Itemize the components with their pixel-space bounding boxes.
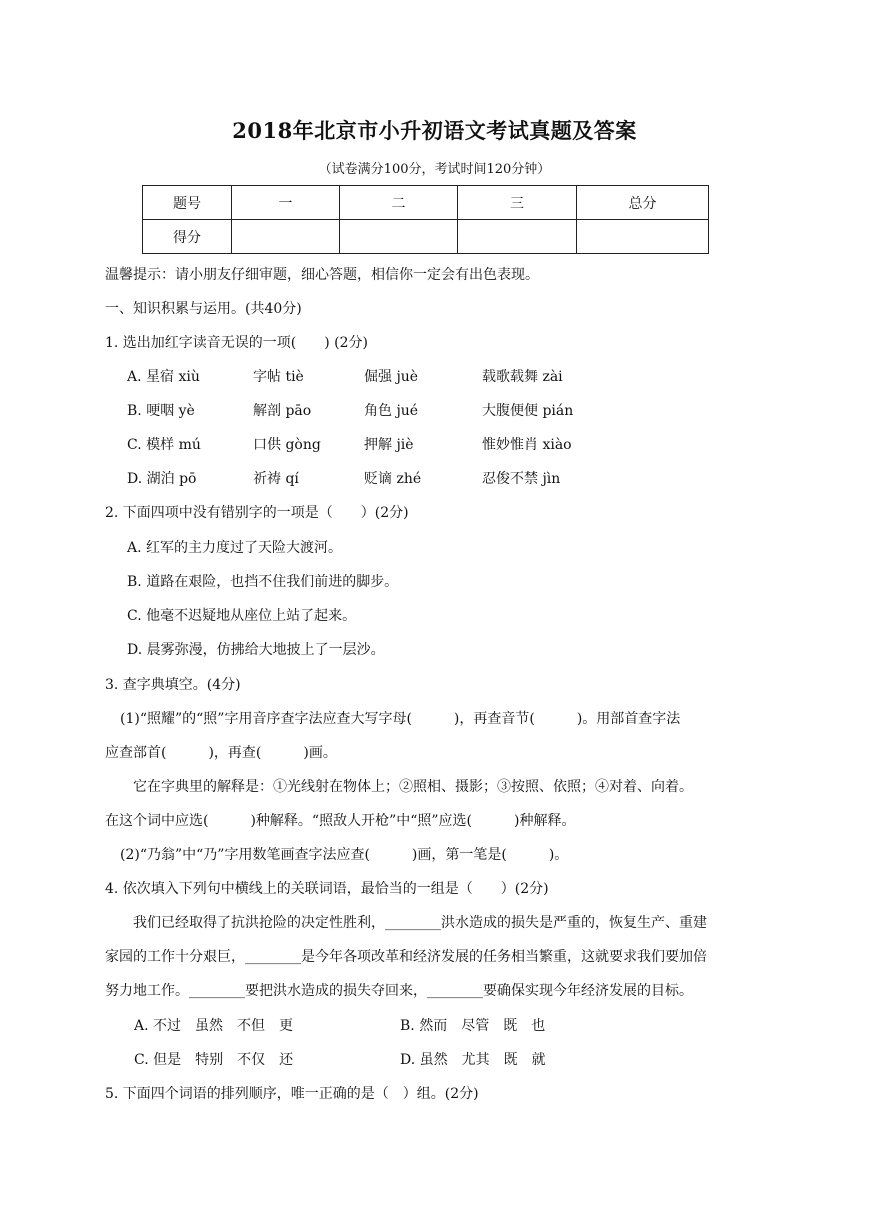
option-item: 祈祷 qí [253, 471, 299, 487]
option-item: 倔强 juè [364, 369, 419, 385]
score-table [142, 185, 709, 254]
tip-text: 温馨提示：请小朋友仔细审题，细心答题，相信你一定会有出色表现。 [105, 267, 539, 283]
score-table-cell: 得分 [143, 220, 232, 254]
question-3-stem: 3. 查字典填空。(4分) [105, 677, 241, 693]
question-2-stem: 2. 下面四项中没有错别字的一项是（ ）(2分) [105, 505, 409, 521]
option-item: 字帖 tiè [253, 369, 304, 385]
score-blank-cell[interactable] [232, 220, 340, 254]
question-3-text: 在这个词中应选( )种解释。“照敌人开枪”中“照”应选( )种解释。 [105, 813, 576, 829]
question-1-stem: 1. 选出加红字读音无误的一项( ) (2分) [105, 335, 369, 351]
score-table-cell: 一 [232, 186, 340, 220]
question-3-text: 应查部首( )，再查( )画。 [105, 745, 337, 761]
question-2-option: A. 红军的主力度过了天险大渡河。 [127, 540, 343, 556]
score-blank-cell[interactable] [577, 220, 709, 254]
option-item: 角色 jué [364, 403, 419, 419]
question-5-stem: 5. 下面四个词语的排列顺序，唯一正确的是（ ）组。(2分) [105, 1086, 479, 1102]
option-item: 口供 gòng [253, 437, 321, 453]
option-item: 载歌载舞 zài [482, 369, 563, 385]
page-subtitle: （试卷满分100分，考试时间120分钟） [318, 162, 551, 177]
question-4-option: C. 但是 特别 不仅 还 [134, 1052, 294, 1068]
question-4-passage: 家园的工作十分艰巨，________是今年各项改革和经济发展的任务相当繁重，这就要求我们要加倍 [105, 949, 707, 965]
score-table-cell: 二 [340, 186, 458, 220]
question-2-option: D. 晨雾弥漫，仿拂给大地披上了一层沙。 [127, 642, 385, 658]
score-table-cell: 三 [458, 186, 577, 220]
option-item: A. 星宿 xiù [127, 369, 200, 385]
question-3-text: 它在字典里的解释是：①光线射在物体上；②照相、摄影；③按照、依照；④对着、向着。 [133, 779, 693, 795]
option-item: 忍俊不禁 jìn [482, 471, 561, 487]
question-2-option: C. 他毫不迟疑地从座位上站了起来。 [127, 608, 357, 624]
question-4-stem: 4. 依次填入下列句中横线上的关联词语，最恰当的一组是（ ）(2分) [105, 881, 549, 897]
score-table-cell: 题号 [143, 186, 232, 220]
option-item: 惟妙惟肖 xiào [482, 437, 572, 453]
question-2-option: B. 道路在艰险，也挡不住我们前进的脚步。 [127, 574, 399, 590]
question-4-passage: 努力地工作。________要把洪水造成的损失夺回来，________要确保实现今年经济发展的目标。 [105, 983, 693, 999]
option-item: 解剖 pāo [253, 403, 312, 419]
question-4-option: A. 不过 虽然 不但 更 [134, 1018, 294, 1034]
option-item: C. 模样 mú [127, 437, 201, 453]
option-item: D. 湖泊 pō [127, 471, 197, 487]
score-blank-cell[interactable] [340, 220, 458, 254]
page-title: 2018年北京市小升初语文考试真题及答案 [232, 118, 637, 143]
question-4-passage: 我们已经取得了抗洪抢险的决定性胜利，________洪水造成的损失是严重的，恢复生产、重建 [133, 915, 707, 931]
score-table-header-row [143, 186, 709, 220]
score-table-score-row [143, 220, 709, 254]
score-table-cell: 总分 [577, 186, 709, 220]
option-item: 押解 jiè [364, 437, 414, 453]
question-4-option: B. 然而 尽管 既 也 [400, 1018, 546, 1034]
question-4-option: D. 虽然 尤其 既 就 [400, 1052, 546, 1068]
question-3-text: (1)“照耀”的“照”字用音序查字法应查大写字母( )，再查音节( )。用部首查字法 [120, 711, 681, 727]
section-heading: 一、知识积累与运用。(共40分) [105, 301, 302, 317]
option-item: B. 哽咽 yè [127, 403, 195, 419]
score-blank-cell[interactable] [458, 220, 577, 254]
option-item: 贬谪 zhé [364, 471, 422, 487]
option-item: 大腹便便 pián [482, 403, 574, 419]
question-3-text: (2)“乃翁”中“乃”字用数笔画查字法应查( )画，第一笔是( )。 [120, 847, 569, 863]
